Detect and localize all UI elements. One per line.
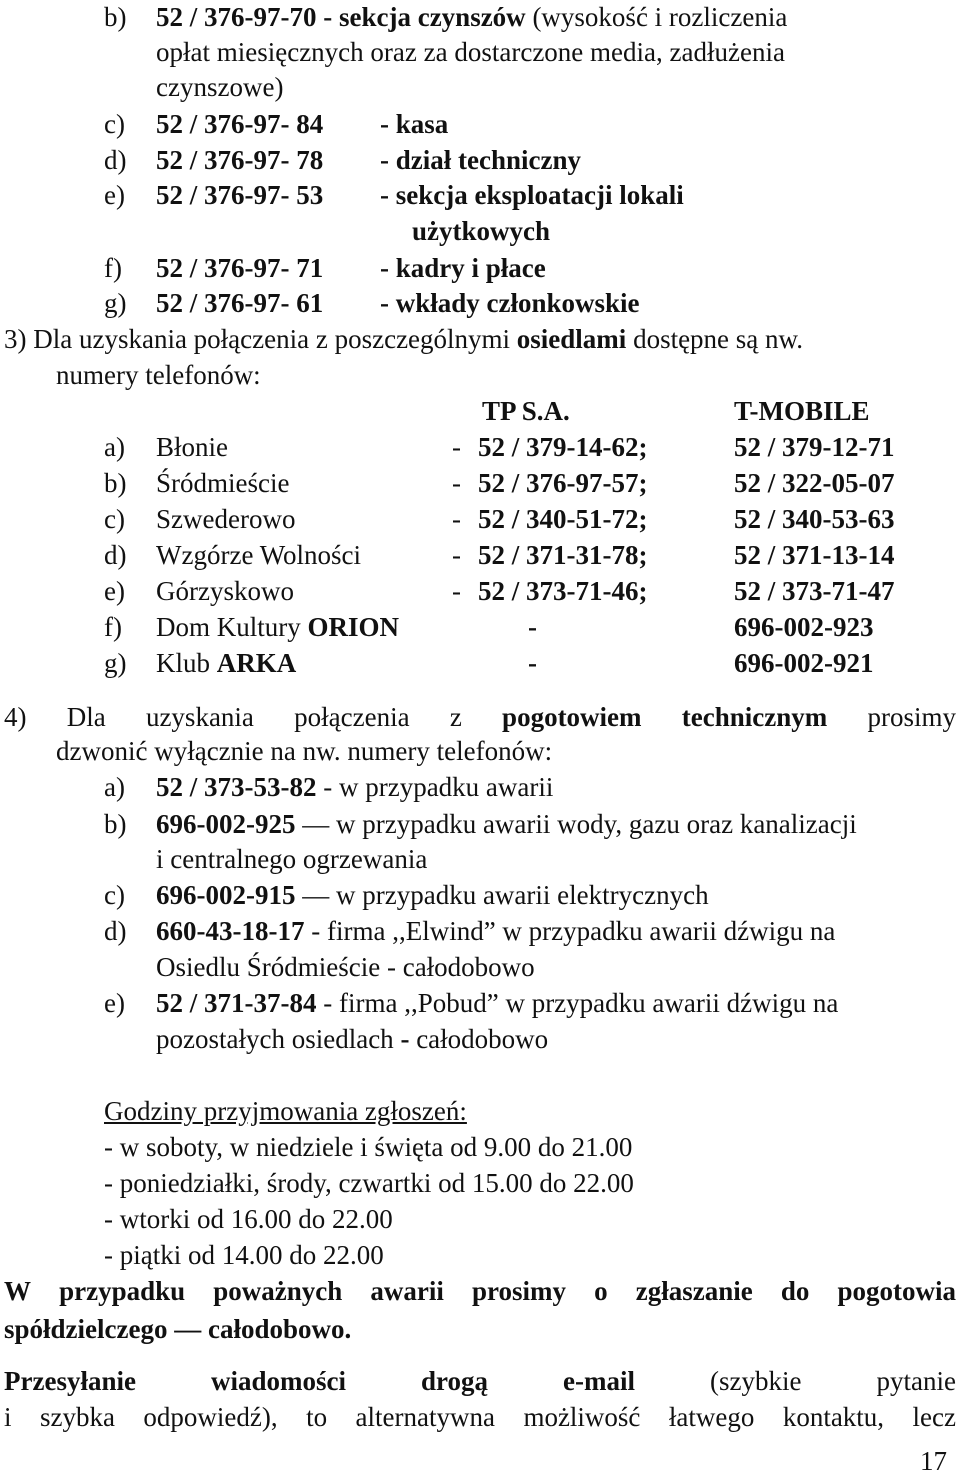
emergency-item: 660-43-18-17 - firma ,,Elwind” w przypadku awarii dźwigu na — [156, 916, 836, 946]
row-dash: - — [452, 504, 461, 534]
item-letter: f) — [104, 253, 122, 283]
estate-name: Dom Kultury ORION — [156, 612, 400, 642]
mobile-number: 52 / 340-53-63 — [734, 504, 895, 534]
estate-name: Górzyskowo — [156, 576, 294, 606]
tp-number: - — [528, 612, 537, 642]
item-letter: d) — [104, 145, 127, 175]
tp-number: 52 / 379-14-62; — [478, 432, 648, 462]
section-4-intro-line2: dzwonić wyłącznie na nw. numery telefonów: — [56, 736, 553, 766]
section-3-intro: 3) Dla uzyskania połączenia z poszczególnymi osiedlami dostępne są nw. — [4, 324, 804, 354]
department-label-line2: użytkowych — [412, 216, 551, 246]
email-line1: Przesyłanie wiadomości drogą e-mail (szybkie pytanie — [4, 1366, 956, 1396]
notice-line2: spółdzielczego — całodobowo. — [4, 1314, 352, 1344]
row-letter: e) — [104, 576, 125, 606]
section-4-intro: 4) Dla uzyskania połączenia z pogotowiem technicznym prosimy — [4, 702, 956, 732]
estate-name: Śródmieście — [156, 468, 290, 498]
item-letter: e) — [104, 180, 125, 210]
row-letter: a) — [104, 432, 125, 462]
emergency-item: 52 / 371-37-84 - firma ,,Pobud” w przypadku awarii dźwigu na — [156, 988, 839, 1018]
tp-number: 52 / 376-97-57; — [478, 468, 648, 498]
phone-number: 52 / 376-97-70 — [156, 2, 317, 32]
item-letter: e) — [104, 988, 125, 1018]
department-label: - kadry i płace — [380, 253, 546, 283]
page-number: 17 — [920, 1446, 947, 1476]
row-dash: - — [452, 432, 461, 462]
emergency-item: 696-002-915 — w przypadku awarii elektrycznych — [156, 880, 709, 910]
mobile-number: 52 / 373-71-47 — [734, 576, 895, 606]
mobile-number: 696-002-923 — [734, 612, 874, 642]
department-label: - wkłady członkowskie — [380, 288, 640, 318]
phone-number: 52 / 376-97- 71 — [156, 253, 324, 283]
estate-name: Szwederowo — [156, 504, 296, 534]
mobile-number: 52 / 322-05-07 — [734, 468, 895, 498]
emergency-item-line2: Osiedlu Śródmieście - całodobowo — [156, 952, 535, 982]
hours-line: - w soboty, w niedziele i święta od 9.00 do 21.00 — [104, 1132, 633, 1162]
department-description-line2: opłat miesięcznych oraz za dostarczone media, zadłużenia — [156, 37, 785, 67]
emergency-item: 52 / 373-53-82 - w przypadku awarii — [156, 772, 554, 802]
item-letter: c) — [104, 880, 125, 910]
item-letter: a) — [104, 772, 125, 802]
department-description-line3: czynszowe) — [156, 72, 284, 102]
phone-number: 52 / 376-97- 78 — [156, 145, 324, 175]
row-letter: f) — [104, 612, 122, 642]
email-line2: i szybka odpowiedź), to alternatywna możliwość łatwego kontaktu, lecz — [4, 1402, 956, 1432]
row-letter: g) — [104, 648, 127, 678]
item-line — [156, 1, 787, 33]
item-letter: g) — [104, 288, 127, 318]
department-label: - sekcja eksploatacji lokali — [380, 180, 684, 210]
estate-name: Klub ARKA — [156, 648, 297, 678]
row-letter: c) — [104, 504, 125, 534]
emergency-item-line2: pozostałych osiedlach - całodobowo — [156, 1024, 549, 1054]
row-letter: b) — [104, 468, 127, 498]
tp-number: 52 / 373-71-46; — [478, 576, 648, 606]
tp-number: - — [528, 648, 537, 678]
item-letter: d) — [104, 916, 127, 946]
hours-line: - wtorki od 16.00 do 22.00 — [104, 1204, 393, 1234]
section-3-intro-line2: numery telefonów: — [56, 360, 261, 390]
row-dash: - — [452, 540, 461, 570]
department-label: - kasa — [380, 109, 449, 139]
hours-line: - poniedziałki, środy, czwartki od 15.00 do 22.00 — [104, 1168, 634, 1198]
department-label: - sekcja czynszów — [323, 2, 526, 32]
tp-number: 52 / 340-51-72; — [478, 504, 648, 534]
row-dash: - — [452, 468, 461, 498]
row-dash: - — [452, 576, 461, 606]
department-description: (wysokość i rozliczenia — [532, 2, 788, 32]
column-header-mobile: T-MOBILE — [734, 396, 870, 426]
item-letter: b) — [104, 809, 127, 839]
estate-name: Wzgórze Wolności — [156, 540, 362, 570]
emergency-item-line2: i centralnego ogrzewania — [156, 844, 428, 874]
phone-number: 52 / 376-97- 84 — [156, 109, 324, 139]
mobile-number: 52 / 371-13-14 — [734, 540, 895, 570]
item-letter: c) — [104, 109, 125, 139]
hours-line: - piątki od 14.00 do 22.00 — [104, 1240, 384, 1270]
mobile-number: 52 / 379-12-71 — [734, 432, 895, 462]
phone-number: 52 / 376-97- 53 — [156, 180, 324, 210]
item-letter: b) — [104, 2, 127, 32]
estate-name: Błonie — [156, 432, 228, 462]
emergency-item: 696-002-925 — w przypadku awarii wody, gazu oraz kanalizacji — [156, 809, 857, 839]
column-header-tp: TP S.A. — [482, 396, 570, 426]
tp-number: 52 / 371-31-78; — [478, 540, 648, 570]
department-label: - dział techniczny — [380, 145, 581, 175]
phone-number: 52 / 376-97- 61 — [156, 288, 324, 318]
notice-line1: W przypadku poważnych awarii prosimy o zgłaszanie do pogotowia — [4, 1276, 956, 1306]
hours-title: Godziny przyjmowania zgłoszeń: — [104, 1096, 467, 1126]
row-letter: d) — [104, 540, 127, 570]
mobile-number: 696-002-921 — [734, 648, 874, 678]
